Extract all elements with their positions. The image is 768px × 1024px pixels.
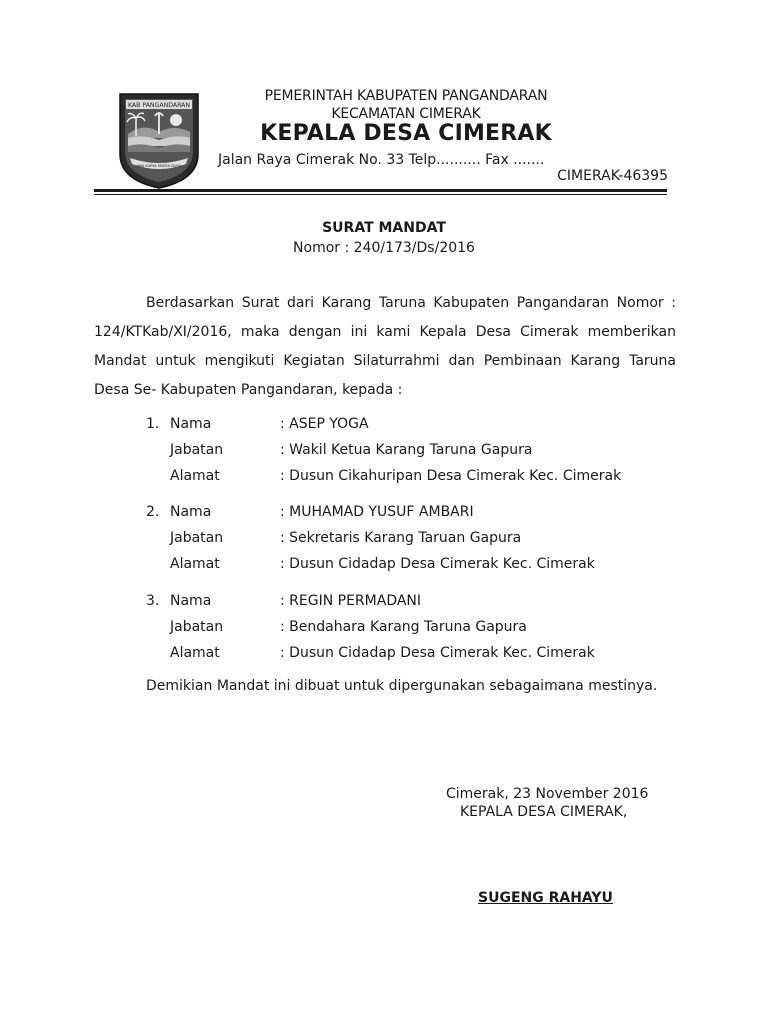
delegate-name-row	[146, 588, 666, 614]
delegate-position-row	[146, 614, 666, 640]
delegate-position: : Bendahara Karang Taruna Gapura	[280, 619, 527, 635]
delegate-name: : MUHAMAD YUSUF AMBARI	[280, 504, 474, 520]
address-label: Alamat	[170, 556, 220, 572]
letterhead-divider-thick	[94, 189, 667, 192]
delegate-number: 2.	[146, 504, 160, 520]
delegate-address-row	[146, 463, 666, 489]
delegate-number: 1.	[146, 416, 160, 432]
delegate-name: : REGIN PERMADANI	[280, 593, 422, 609]
delegate-name-row	[146, 411, 666, 437]
name-label: Nama	[170, 504, 212, 520]
delegate-name-row	[146, 499, 666, 525]
delegate-entry-2	[146, 499, 666, 577]
body-text: Berdasarkan Surat dari Karang Taruna Kabupaten Pangandaran Nomor : 124/KTKab/XI/2016, maka dengan ini kami Kepala Desa Cimerak memberikan Mandat untuk mengikuti Kegiatan Silaturrahmi dan Pembinaan Karang Taruna Desa Se- Kabupaten Pangandaran, kepada :	[94, 295, 676, 398]
position-label: Jabatan	[170, 442, 224, 458]
delegate-entry-3	[146, 588, 666, 666]
kop-postal-code: CIMERAK-46395	[557, 168, 668, 184]
closing-statement: Demikian Mandat ini dibuat untuk dipergunakan sebagaimana mestinya.	[146, 678, 658, 694]
name-label: Nama	[170, 593, 212, 609]
logo-motto-text: JAYA KARYA MARTA DUSA	[136, 164, 182, 168]
kop-district: KECAMATAN CIMERAK	[331, 106, 481, 122]
regency-emblem-logo	[114, 88, 204, 190]
address-label: Alamat	[170, 645, 220, 661]
delegate-position: : Sekretaris Karang Taruan Gapura	[280, 530, 522, 546]
delegate-address: : Dusun Cikahuripan Desa Cimerak Kec. Cimerak	[280, 468, 622, 484]
delegate-position-row	[146, 437, 666, 463]
name-label: Nama	[170, 416, 212, 432]
delegate-address-row	[146, 551, 666, 577]
address-label: Alamat	[170, 468, 220, 484]
document-title: SURAT MANDAT	[322, 220, 446, 236]
position-label: Jabatan	[170, 530, 224, 546]
body-paragraph	[94, 289, 676, 405]
kop-office-title: KEPALA DESA CIMERAK	[260, 121, 552, 146]
delegate-position: : Wakil Ketua Karang Taruna Gapura	[280, 442, 533, 458]
delegate-address-row	[146, 640, 666, 666]
document-number: Nomor : 240/173/Ds/2016	[293, 240, 475, 256]
delegate-position-row	[146, 525, 666, 551]
delegate-name: : ASEP YOGA	[280, 416, 369, 432]
position-label: Jabatan	[170, 619, 224, 635]
delegate-address: : Dusun Cidadap Desa Cimerak Kec. Cimerak	[280, 556, 595, 572]
kop-government: PEMERINTAH KABUPATEN PANGANDARAN	[264, 88, 548, 104]
kop-address: Jalan Raya Cimerak No. 33 Telp.......... Fax .......	[218, 152, 545, 168]
signatory-name: SUGENG RAHAYU	[478, 890, 613, 906]
logo-banner-text: KAB PANGANDARAN	[127, 102, 191, 109]
delegate-number: 3.	[146, 593, 160, 609]
signature-place-date: Cimerak, 23 November 2016	[446, 786, 649, 802]
delegate-address: : Dusun Cidadap Desa Cimerak Kec. Cimerak	[280, 645, 595, 661]
delegate-entry-1	[146, 411, 666, 489]
letterhead-divider-thin	[94, 194, 667, 195]
signature-title: KEPALA DESA CIMERAK,	[460, 804, 628, 820]
